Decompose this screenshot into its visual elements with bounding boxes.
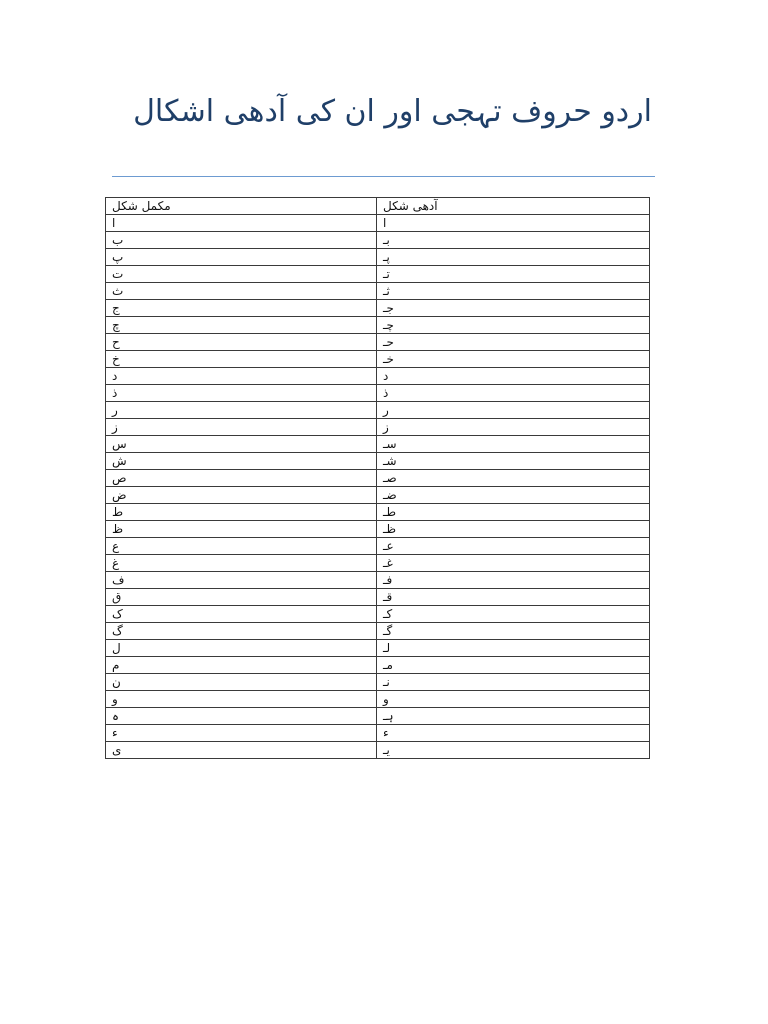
table-row [106, 521, 650, 538]
full-form-cell-text: ص [112, 471, 127, 485]
half-form-cell [377, 504, 650, 521]
full-form-cell [106, 623, 377, 640]
full-form-cell-text: پ [112, 250, 124, 264]
half-form-cell-text: ثـ [383, 284, 390, 298]
half-form-cell [377, 283, 650, 300]
full-form-cell [106, 504, 377, 521]
full-form-cell [106, 487, 377, 504]
full-form-cell-text: ا [112, 216, 116, 230]
full-form-cell [106, 334, 377, 351]
full-form-cell-text: ب [112, 233, 124, 247]
full-form-cell [106, 606, 377, 623]
half-form-cell-text: پـ [383, 250, 390, 264]
full-form-cell-text: ہ [112, 709, 120, 723]
full-form-cell [106, 725, 377, 742]
half-form-cell [377, 300, 650, 317]
column-header-full-form [106, 198, 377, 215]
half-form-cell [377, 589, 650, 606]
full-form-cell [106, 249, 377, 266]
title-underline [112, 176, 655, 177]
half-form-cell-text: قـ [383, 590, 393, 604]
table-row [106, 708, 650, 725]
column-header-half-form [377, 198, 650, 215]
half-form-cell-text: حـ [383, 335, 394, 349]
table-row [106, 572, 650, 589]
full-form-cell [106, 674, 377, 691]
half-form-cell [377, 402, 650, 419]
table-row [106, 215, 650, 232]
full-form-cell [106, 742, 377, 759]
table-row [106, 385, 650, 402]
half-form-cell [377, 623, 650, 640]
table-row [106, 640, 650, 657]
half-form-cell-text: چـ [383, 318, 394, 332]
table-row [106, 623, 650, 640]
full-form-cell-text: ء [112, 726, 118, 740]
half-form-cell-text: فـ [383, 573, 393, 587]
full-form-cell-text: ح [112, 335, 120, 349]
half-form-cell-text: ر [383, 403, 389, 417]
half-form-cell-text: ء [383, 726, 389, 740]
full-form-cell [106, 708, 377, 725]
half-form-cell-text: ذ [383, 386, 389, 400]
full-form-cell-text: م [112, 658, 120, 672]
table-row [106, 504, 650, 521]
table-row [106, 742, 650, 759]
half-form-cell [377, 674, 650, 691]
full-form-cell [106, 232, 377, 249]
table-row [106, 470, 650, 487]
half-form-cell [377, 317, 650, 334]
full-form-cell-text: چ [112, 318, 120, 332]
full-form-cell-text: ت [112, 267, 124, 281]
half-form-cell [377, 470, 650, 487]
half-form-cell [377, 453, 650, 470]
table-row [106, 453, 650, 470]
half-form-cell [377, 351, 650, 368]
full-form-cell-text: ک [112, 607, 123, 621]
full-form-cell [106, 283, 377, 300]
table-row [106, 402, 650, 419]
half-form-cell [377, 725, 650, 742]
half-form-cell-text: ہـ [383, 709, 394, 723]
half-form-cell [377, 232, 650, 249]
table-row [106, 657, 650, 674]
full-form-cell-text: ق [112, 590, 122, 604]
table-header-row [106, 198, 650, 215]
half-form-cell [377, 606, 650, 623]
half-form-cell-text: جـ [383, 301, 394, 315]
full-form-cell [106, 470, 377, 487]
full-form-cell [106, 589, 377, 606]
full-form-cell-text: ظ [112, 522, 124, 536]
full-form-cell-text: غ [112, 556, 120, 570]
half-form-cell [377, 487, 650, 504]
half-form-cell-text: خـ [383, 352, 394, 366]
half-form-cell [377, 572, 650, 589]
half-form-cell-text: مـ [383, 658, 393, 672]
table-row [106, 249, 650, 266]
half-form-cell [377, 640, 650, 657]
full-form-cell-text: گ [112, 624, 123, 638]
full-form-cell-text: ر [112, 403, 118, 417]
full-form-cell-text: س [112, 437, 127, 451]
full-form-cell-text: ن [112, 675, 121, 689]
full-form-cell [106, 691, 377, 708]
half-form-cell [377, 657, 650, 674]
half-form-cell-text: تـ [383, 267, 390, 281]
table-row [106, 691, 650, 708]
full-form-cell [106, 385, 377, 402]
half-form-cell-text: و [383, 692, 389, 706]
table-row [106, 283, 650, 300]
table-row [106, 725, 650, 742]
full-form-cell [106, 266, 377, 283]
half-form-cell [377, 538, 650, 555]
half-form-cell-text: ضـ [383, 488, 397, 502]
half-form-cell [377, 368, 650, 385]
half-form-cell-text: ز [383, 420, 389, 434]
full-form-cell-text: ف [112, 573, 125, 587]
half-form-cell-text: یـ [383, 743, 390, 757]
full-form-cell [106, 351, 377, 368]
half-form-cell-text: غـ [383, 556, 393, 570]
half-form-cell [377, 555, 650, 572]
half-form-cell-text: نـ [383, 675, 390, 689]
table-row [106, 317, 650, 334]
table-row [106, 334, 650, 351]
full-form-cell [106, 419, 377, 436]
half-form-cell [377, 215, 650, 232]
table-body [106, 215, 650, 759]
half-form-cell [377, 266, 650, 283]
table-row [106, 232, 650, 249]
table-row [106, 555, 650, 572]
half-form-cell [377, 742, 650, 759]
half-form-cell-text: عـ [383, 539, 394, 553]
half-form-cell-text: طـ [383, 505, 397, 519]
half-form-cell-text: کـ [383, 607, 393, 621]
full-form-cell [106, 436, 377, 453]
table-row [106, 606, 650, 623]
half-form-cell-text: ظـ [383, 522, 397, 536]
full-form-cell [106, 657, 377, 674]
full-form-cell-text: ز [112, 420, 118, 434]
table-row [106, 300, 650, 317]
full-form-cell-text: ع [112, 539, 120, 553]
table-row [106, 589, 650, 606]
half-form-cell-text: صـ [383, 471, 397, 485]
half-form-cell [377, 691, 650, 708]
table-row [106, 538, 650, 555]
full-form-cell-text: ث [112, 284, 124, 298]
half-form-cell [377, 708, 650, 725]
full-form-cell-text: ل [112, 641, 121, 655]
half-form-cell [377, 385, 650, 402]
column-header-full-form-label: مکمل شکل [112, 199, 171, 213]
full-form-cell-text: ج [112, 301, 120, 315]
half-form-cell [377, 419, 650, 436]
full-form-cell-text: ض [112, 488, 127, 502]
half-form-cell-text: د [383, 369, 389, 383]
half-form-cell [377, 249, 650, 266]
table-row [106, 419, 650, 436]
full-form-cell [106, 300, 377, 317]
full-form-cell-text: ی [112, 743, 122, 757]
full-form-cell [106, 215, 377, 232]
full-form-cell [106, 402, 377, 419]
full-form-cell [106, 368, 377, 385]
full-form-cell-text: و [112, 692, 118, 706]
full-form-cell-text: خ [112, 352, 120, 366]
half-form-cell [377, 436, 650, 453]
table-row [106, 674, 650, 691]
document-title: اردو حروف تہجی اور ان کی آدھی اشکال [133, 94, 652, 129]
half-form-cell [377, 334, 650, 351]
half-form-cell-text: سـ [383, 437, 397, 451]
full-form-cell [106, 538, 377, 555]
table-row [106, 436, 650, 453]
full-form-cell [106, 453, 377, 470]
half-form-cell [377, 521, 650, 538]
letters-table [105, 197, 650, 759]
half-form-cell-text: شـ [383, 454, 397, 468]
half-form-cell-text: ا [383, 216, 387, 230]
full-form-cell-text: ط [112, 505, 124, 519]
full-form-cell-text: ذ [112, 386, 118, 400]
half-form-cell-text: گـ [383, 624, 393, 638]
full-form-cell-text: د [112, 369, 118, 383]
half-form-cell-text: بـ [383, 233, 390, 247]
full-form-cell [106, 555, 377, 572]
full-form-cell [106, 521, 377, 538]
table-row [106, 266, 650, 283]
half-form-cell-text: لـ [383, 641, 391, 655]
table-row [106, 351, 650, 368]
full-form-cell-text: ش [112, 454, 127, 468]
table-row [106, 487, 650, 504]
full-form-cell [106, 572, 377, 589]
full-form-cell [106, 317, 377, 334]
table-row [106, 368, 650, 385]
column-header-half-form-label: آدھی شکل [383, 199, 438, 213]
full-form-cell [106, 640, 377, 657]
